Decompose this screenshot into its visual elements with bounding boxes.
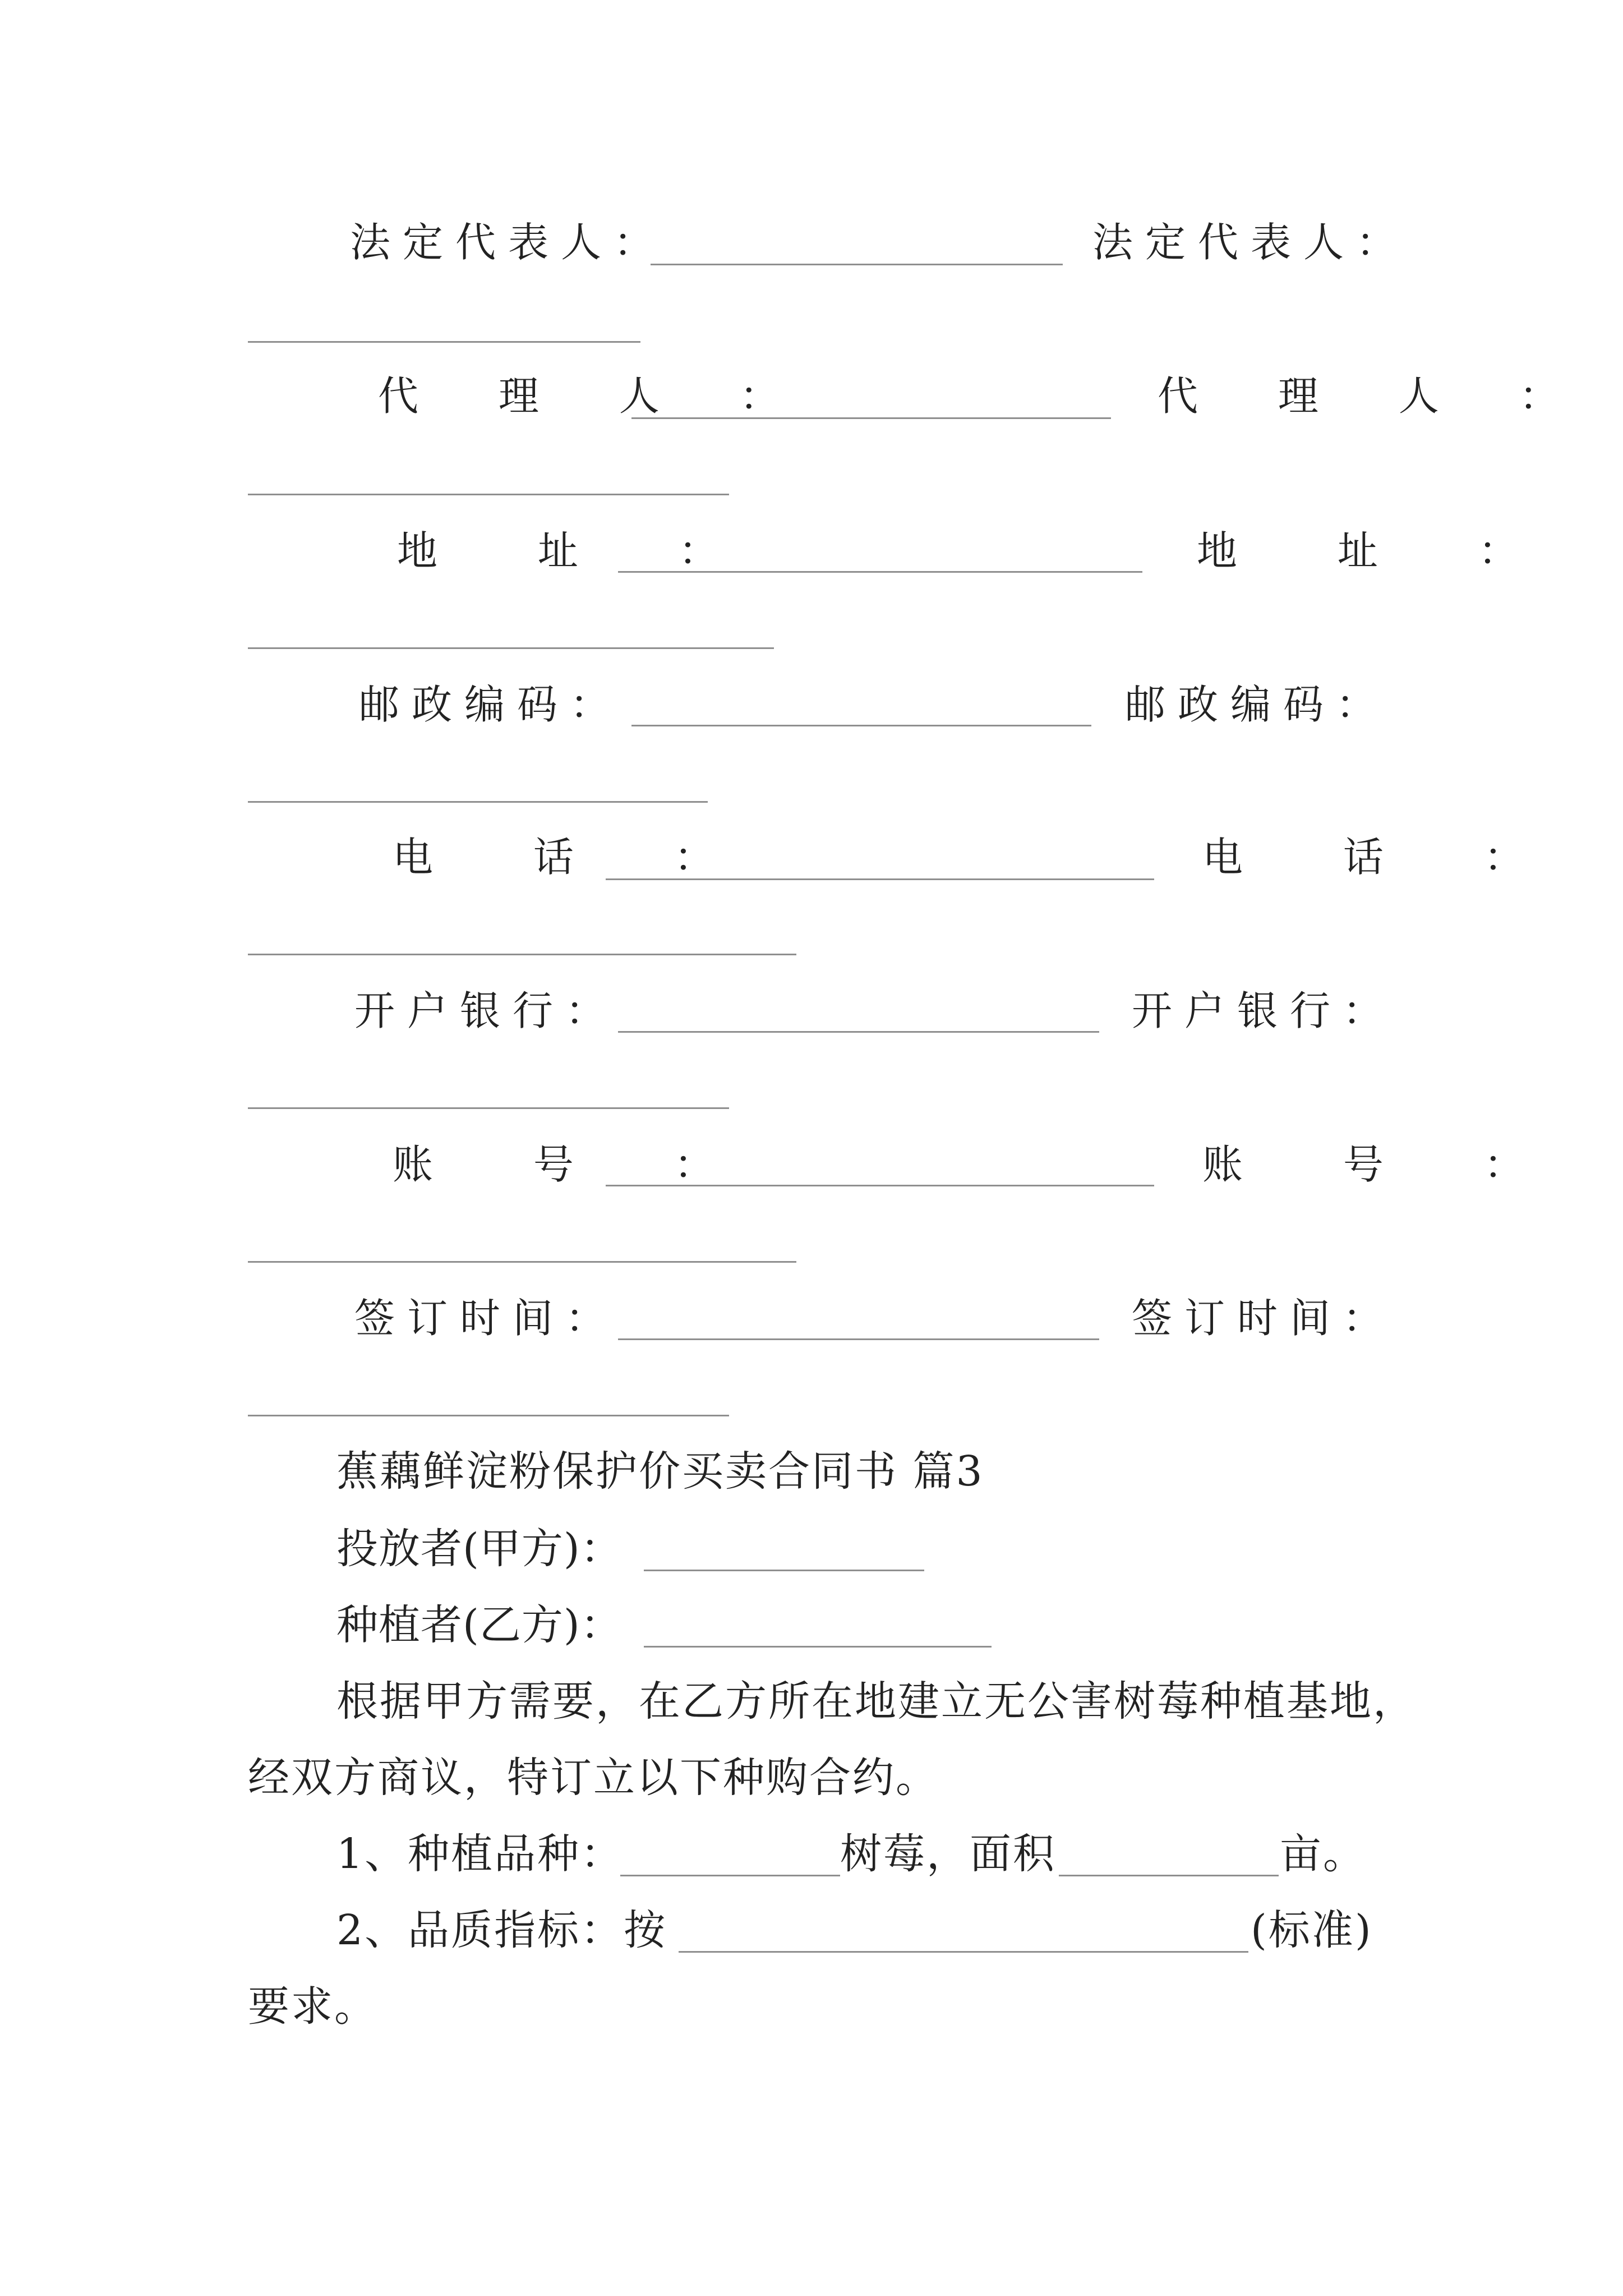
address-line-left bbox=[618, 571, 1142, 573]
signing-date-label-right: 签订时间： bbox=[1132, 1295, 1396, 1342]
phone-line-right bbox=[248, 954, 796, 955]
item-2-suffix: (标准) bbox=[1251, 1906, 1373, 1954]
phone-line-left bbox=[606, 878, 1154, 880]
item-2-continuation: 要求。 bbox=[248, 1982, 377, 2031]
item-1-suffix: 亩。 bbox=[1280, 1830, 1366, 1878]
item-1-variety-line bbox=[620, 1875, 840, 1876]
legal-representative-line-left bbox=[651, 264, 1063, 265]
phone-label-right: 电 话 ： bbox=[1202, 834, 1568, 881]
agent-line-left bbox=[631, 417, 1111, 419]
signing-date-line-left bbox=[618, 1338, 1099, 1340]
account-line-right bbox=[248, 1261, 796, 1263]
intro-line-1: 根据甲方需要，在乙方所在地建立无公害树莓种植基地， bbox=[336, 1677, 1416, 1726]
item-2-standard-line bbox=[679, 1951, 1248, 1953]
party-a-label: 投放者(甲方)： bbox=[336, 1525, 623, 1573]
postcode-label-right: 邮政编码： bbox=[1125, 681, 1389, 728]
agent-line-right bbox=[248, 494, 729, 495]
intro-line-2: 经双方商议，特订立以下种购合约。 bbox=[248, 1754, 939, 1802]
postcode-line-right bbox=[248, 801, 708, 803]
agent-label-left: 代 理 人 ： bbox=[378, 372, 814, 420]
postcode-label-left: 邮政编码： bbox=[359, 681, 623, 728]
bank-line-right bbox=[248, 1107, 729, 1109]
item-2-prefix: 2、品质指标：按 bbox=[336, 1906, 667, 1954]
account-label-right: 账 号 ： bbox=[1202, 1141, 1568, 1188]
legal-representative-label-left: 法定代表人： bbox=[350, 219, 667, 266]
bank-line-left bbox=[618, 1031, 1099, 1033]
item-1-middle: 树莓，面积 bbox=[840, 1830, 1056, 1878]
bank-label-right: 开户银行： bbox=[1132, 987, 1396, 1034]
signing-date-label-left: 签订时间： bbox=[354, 1295, 619, 1342]
item-1-area-line bbox=[1059, 1875, 1279, 1876]
agent-label-right: 代 理 人 ： bbox=[1158, 372, 1593, 420]
address-label-left: 地 址 ： bbox=[397, 527, 763, 574]
party-a-line bbox=[644, 1570, 924, 1571]
legal-representative-label-right: 法定代表人： bbox=[1092, 219, 1409, 266]
address-label-right: 地 址 ： bbox=[1197, 527, 1562, 574]
section-title: 蕉藕鲜淀粉保护价买卖合同书 篇3 bbox=[336, 1447, 984, 1496]
party-b-line bbox=[644, 1646, 992, 1648]
account-label-left: 账 号 ： bbox=[393, 1141, 758, 1188]
item-1-prefix: 1、种植品种： bbox=[336, 1830, 624, 1878]
bank-label-left: 开户银行： bbox=[354, 987, 619, 1034]
legal-representative-line-right bbox=[248, 341, 640, 343]
phone-label-left: 电 话 ： bbox=[393, 834, 758, 881]
address-line-right bbox=[248, 647, 774, 649]
signing-date-line-right bbox=[248, 1415, 729, 1416]
party-b-label: 种植者(乙方)： bbox=[336, 1601, 623, 1649]
postcode-line-left bbox=[631, 725, 1091, 726]
account-line-left bbox=[606, 1185, 1154, 1186]
